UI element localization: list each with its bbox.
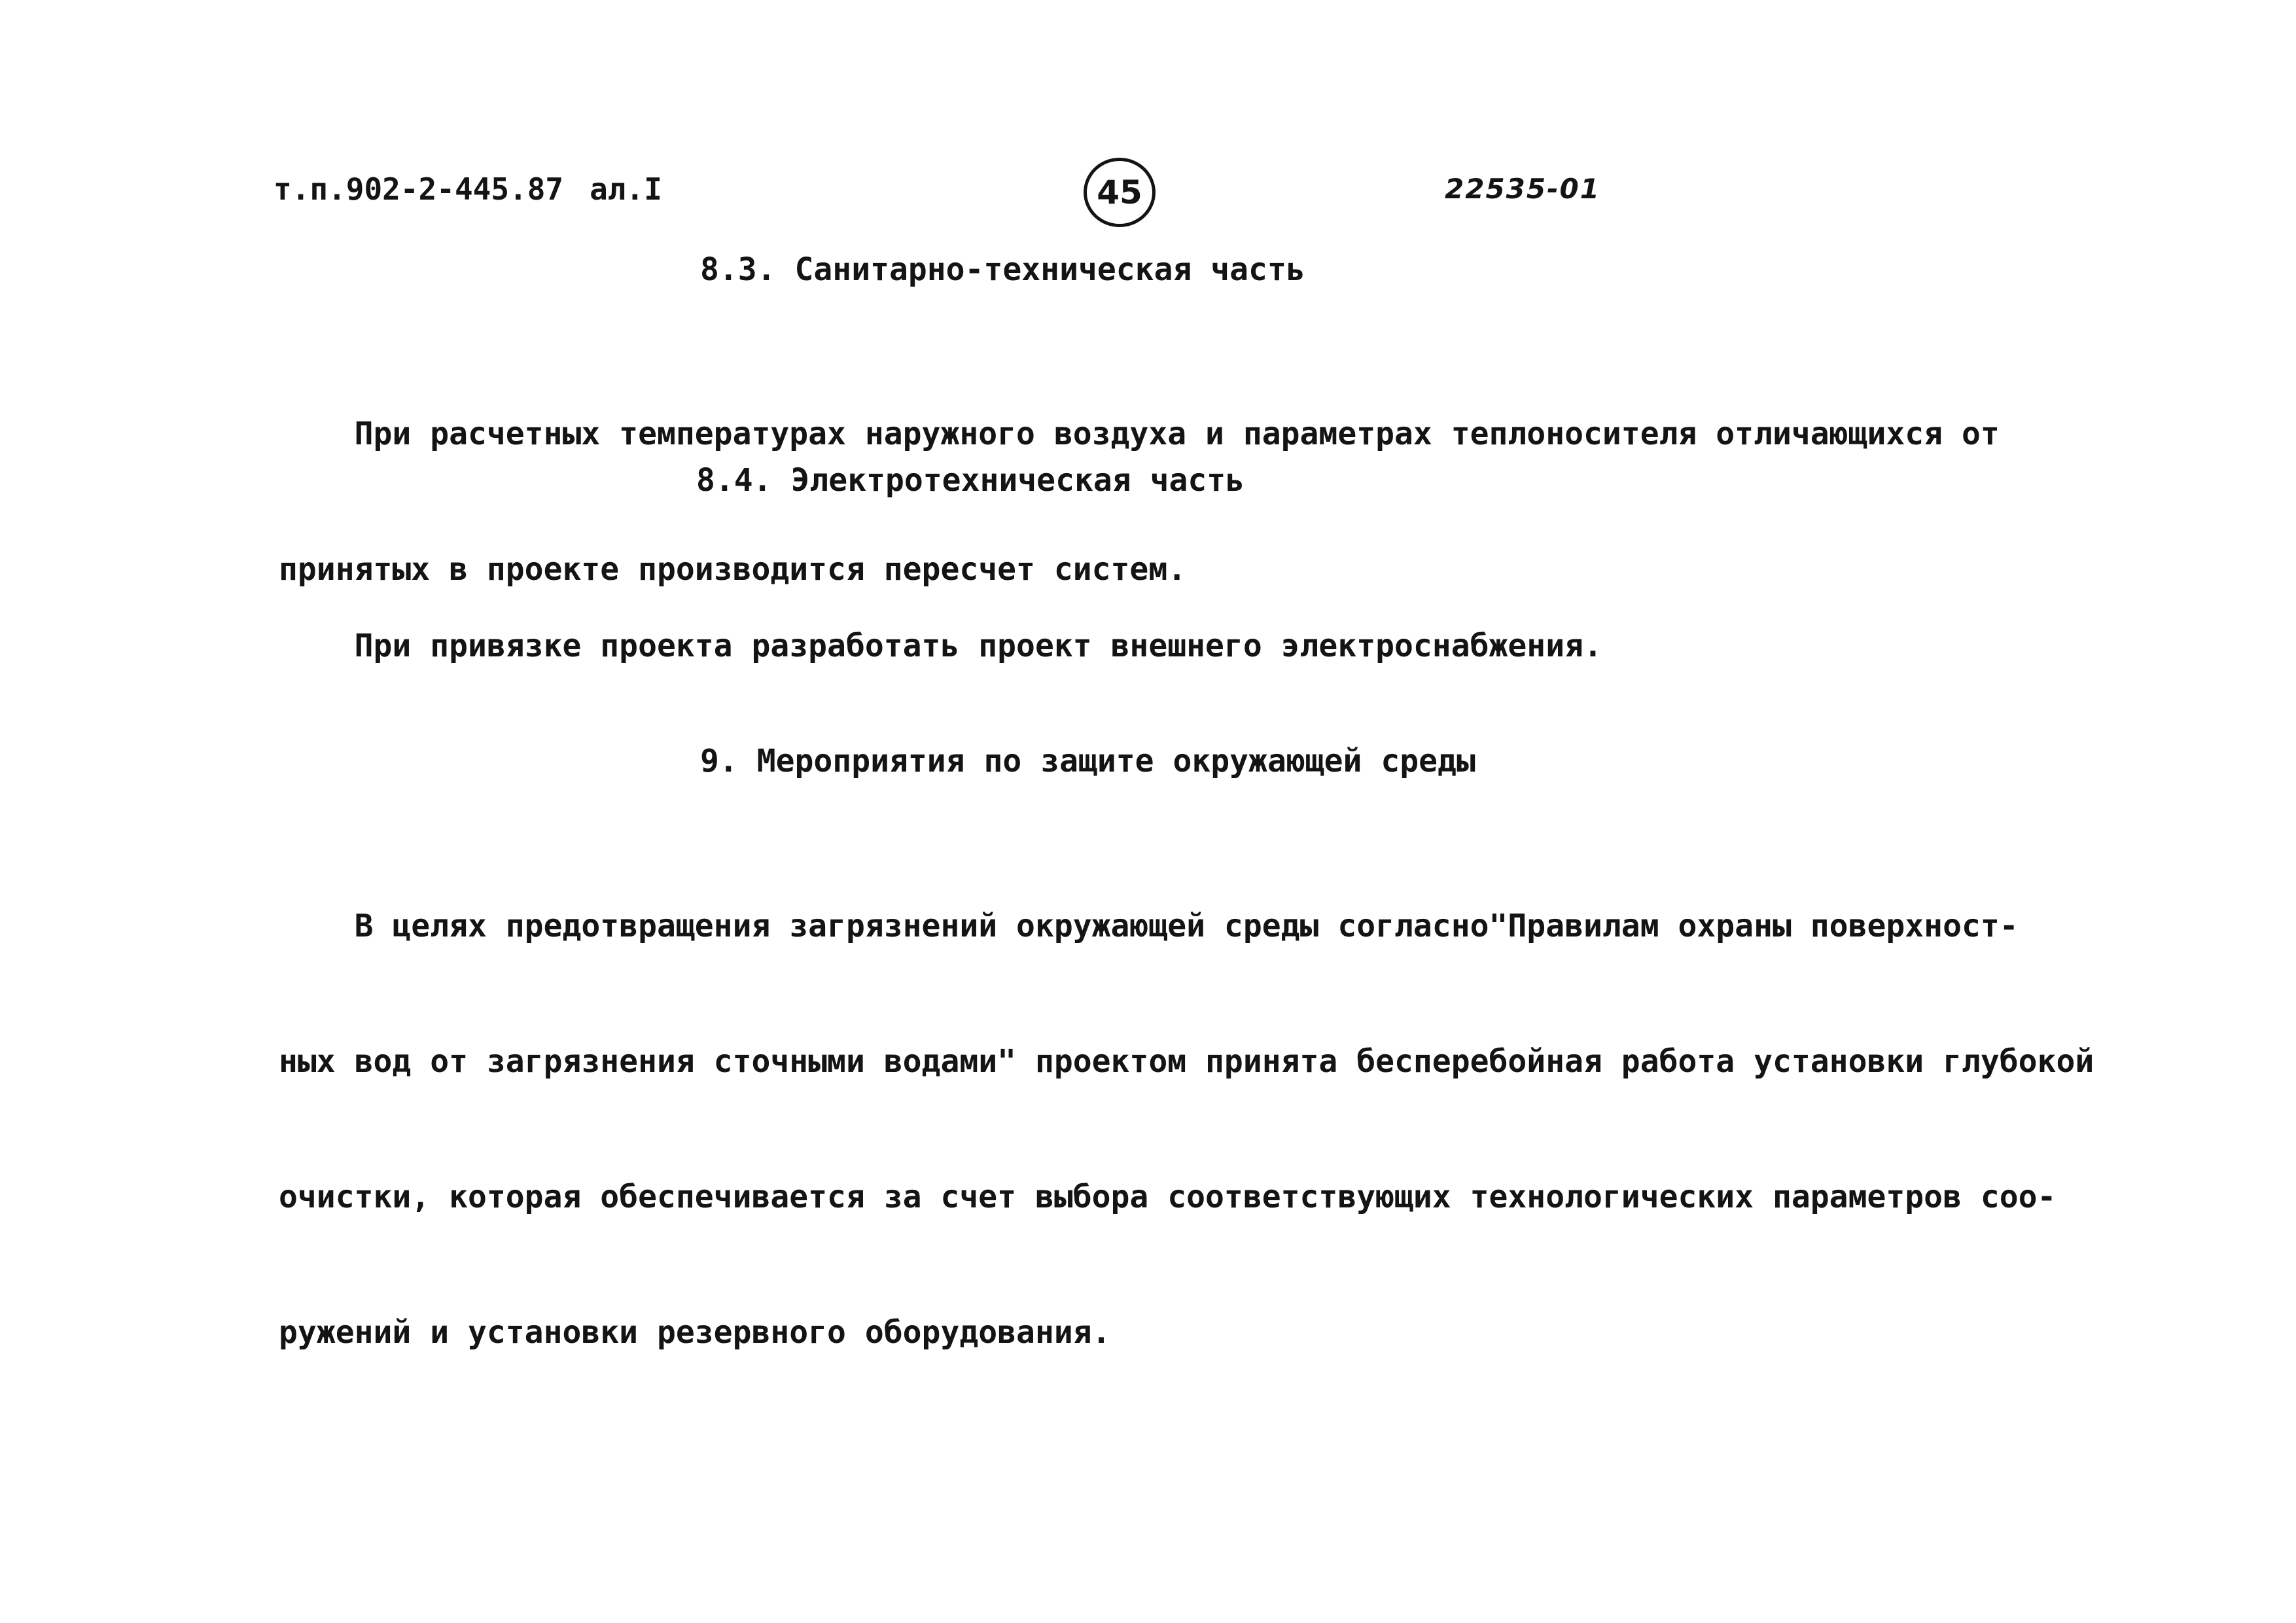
section-9-heading: 9. Мероприятия по защите окружающей среды	[700, 743, 1475, 779]
sheet-label: ал.I	[590, 171, 662, 207]
section-9-body	[279, 813, 2094, 1400]
section-8-4-body	[279, 533, 1602, 714]
paragraph-line: При расчетных температурах наружного воздуха и параметрах теплоносителя отличающихся от	[279, 416, 2000, 452]
paragraph-line: В целях предотвращения загрязнений окружающей среды согласно"Правилам охраны поверхност-	[279, 908, 2019, 944]
paragraph-line: очистки, которая обеспечивается за счет выбора соответствующих технологических параметров соо-	[279, 1179, 2057, 1215]
section-8-3-heading: 8.3. Санитарно-техническая часть	[700, 251, 1305, 288]
page-number-text: 45	[1097, 173, 1142, 211]
paragraph-line: ружений и установки резервного оборудования.	[279, 1314, 1111, 1351]
doc-code: т.п.902-2-445.87	[274, 171, 564, 207]
paragraph-line: ных вод от загрязнения сточными водами" проектом принята бесперебойная работа установки глубокой	[279, 1043, 2094, 1080]
page-number	[1084, 158, 1156, 227]
paragraph-line: При привязке проекта разработать проект внешнего электроснабжения.	[279, 628, 1602, 664]
inventory-number: 22535-01	[1445, 173, 1600, 205]
section-8-4-heading: 8.4. Электротехническая часть	[696, 462, 1245, 499]
document-code	[274, 171, 662, 207]
paragraph-line: принятых в проекте производится пересчет систем.	[279, 551, 1187, 588]
